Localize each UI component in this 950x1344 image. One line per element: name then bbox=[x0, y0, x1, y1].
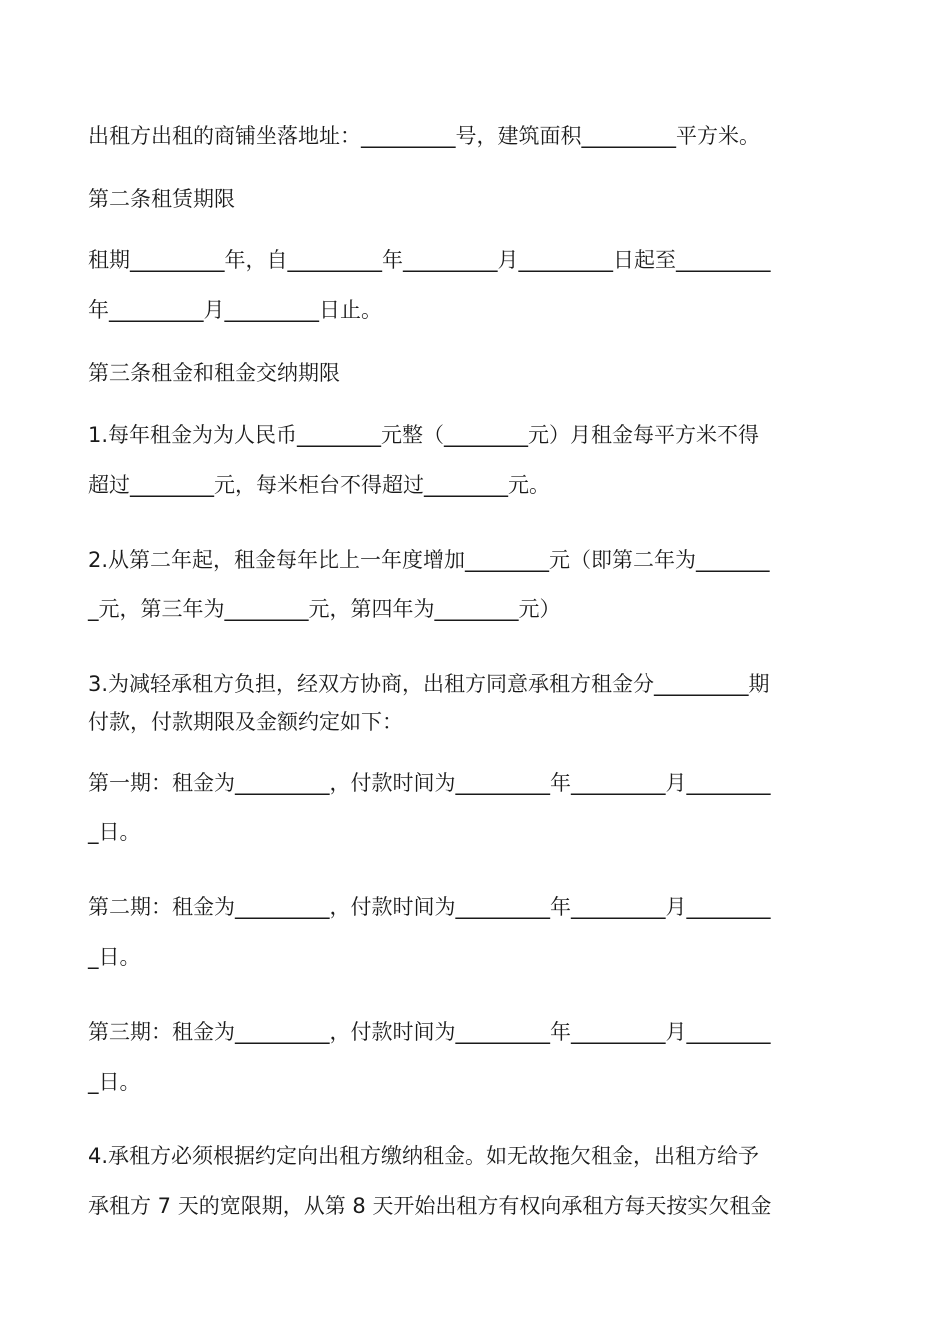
clause-3-continuation: 付款，付款期限及金额约定如下： bbox=[88, 710, 403, 734]
clause-4-continuation: 承租方 7 天的宽限期，从第 8 天开始出租方有权向承租方每天按实欠租金 bbox=[88, 1194, 772, 1218]
installment-3-continuation: _日。 bbox=[88, 1070, 141, 1094]
installment-1-continuation: _日。 bbox=[88, 820, 141, 844]
installment-2-continuation: _日。 bbox=[88, 945, 141, 969]
lease-term-line: 租期_________年，自_________年_________月_________日起至_________ bbox=[88, 248, 771, 272]
clause-3-line: 3.为减轻承租方负担，经双方协商，出租方同意承租方租金分_________期 bbox=[88, 672, 770, 696]
clause-4-line: 4.承租方必须根据约定向出租方缴纳租金。如无故拖欠租金，出租方给予 bbox=[88, 1144, 760, 1168]
installment-2-line: 第二期：租金为_________，付款时间为_________年_________月________ bbox=[88, 895, 771, 919]
section-title-lease-term: 第二条租赁期限 bbox=[88, 187, 235, 211]
address-line: 出租方出租的商铺坐落地址：_________号，建筑面积_________平方米。 bbox=[88, 124, 760, 148]
lease-term-end-line: 年_________月_________日止。 bbox=[88, 298, 382, 322]
installment-3-line: 第三期：租金为_________，付款时间为_________年_________月________ bbox=[88, 1020, 771, 1044]
clause-1-continuation: 超过________元，每米柜台不得超过________元。 bbox=[88, 473, 550, 497]
clause-1-line: 1.每年租金为为人民币________元整（________元）月租金每平方米不得 bbox=[88, 423, 760, 447]
clause-2-line: 2.从第二年起，租金每年比上一年度增加________元（即第二年为_______ bbox=[88, 548, 770, 572]
clause-2-continuation: _元，第三年为________元，第四年为________元） bbox=[88, 597, 561, 621]
installment-1-line: 第一期：租金为_________，付款时间为_________年_________月________ bbox=[88, 771, 771, 795]
section-title-rent: 第三条租金和租金交纳期限 bbox=[88, 361, 340, 385]
